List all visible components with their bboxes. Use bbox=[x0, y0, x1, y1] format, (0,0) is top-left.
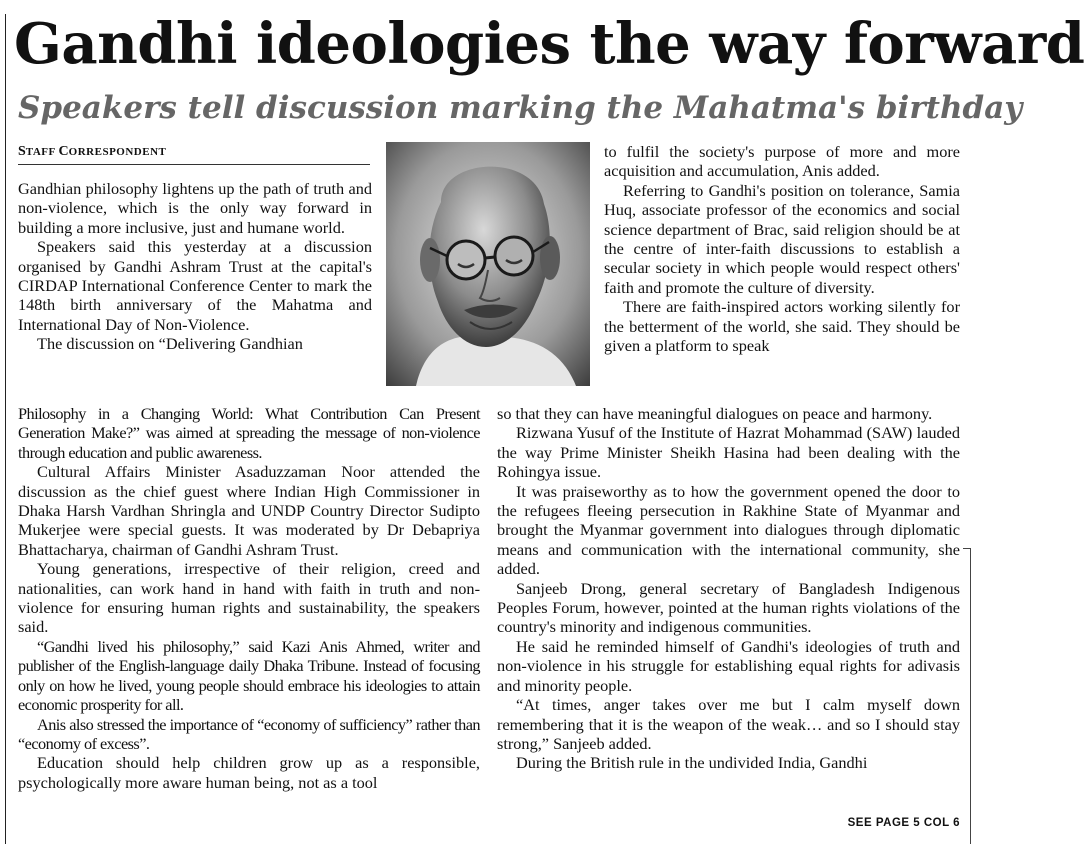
paragraph: Cultural Affairs Minister Asaduzzaman Noor attended the discussion as the chief guest where Indian High Commissioner in Dhaka Harsh Vardhan Shringla and UNDP Country Director Sudipto Mukerjee were special guests. It was moderated by Dr Debapriya Bhattacharya, chairman of Gandhi Ashram Trust. bbox=[18, 462, 480, 559]
paragraph: Philosophy in a Changing World: What Contribution Can Present Generation Make?” was aimed at spreading the message of non-violence through education and public awareness. bbox=[18, 404, 480, 462]
paragraph: “Gandhi lived his philosophy,” said Kazi Anis Ahmed, writer and publisher of the English-language daily Dhaka Tribune. Instead of focusing only on how he lived, young people should embrace his ideologies to attain economic prosperity for all. bbox=[18, 636, 480, 715]
paragraph: There are faith-inspired actors working silently for the betterment of the world, she said. They should be given a platform to speak bbox=[604, 297, 960, 356]
byline-initial-1: S bbox=[18, 144, 26, 159]
paragraph: “At times, anger takes over me but I calm myself down remembering that it is the weapon of the weak… and so I should stay strong,” Sanjeeb added. bbox=[497, 695, 960, 753]
continuation-jump: SEE PAGE 5 COL 6 bbox=[847, 817, 960, 829]
paragraph: Sanjeeb Drong, general secretary of Bangladesh Indigenous Peoples Forum, however, pointed at the human rights violations of the country's minority and indigenous communities. bbox=[497, 578, 960, 637]
paragraph: Gandhian philosophy lightens up the path of truth and non-violence, which is the only way forward in building a more inclusive, just and humane world. bbox=[18, 179, 372, 237]
right-rule-tick bbox=[963, 548, 971, 549]
paragraph: He said he reminded himself of Gandhi's ideologies of truth and non-violence in his struggle for establishing equal rights for adivasis and minority people. bbox=[497, 636, 960, 695]
right-column-rule bbox=[970, 548, 971, 844]
paragraph: Rizwana Yusuf of the Institute of Hazrat Mohammad (SAW) lauded the way Prime Minister Sheikh Hasina had been dealing with the Rohingya issue. bbox=[497, 423, 960, 482]
headline: Gandhi ideologies the way forward bbox=[14, 11, 1084, 77]
byline bbox=[18, 142, 370, 165]
paragraph: Education should help children grow up as a responsible, psychologically more aware human being, not as a tool bbox=[18, 753, 480, 792]
article-column-1-bottom bbox=[18, 404, 480, 792]
paragraph: During the British rule in the undivided India, Gandhi bbox=[516, 753, 868, 773]
paragraph: so that they can have meaningful dialogues on peace and harmony. bbox=[497, 404, 933, 423]
subheadline: Speakers tell discussion marking the Mahatma's birthday bbox=[18, 90, 1023, 126]
byline-initial-2: C bbox=[58, 144, 69, 159]
paragraph: Speakers said this yesterday at a discussion organised by Gandhi Ashram Trust at the capital's CIRDAP International Conference Center to mark the 148th birth anniversary of the Mahatma and International Day of Non-Violence. bbox=[18, 237, 372, 334]
paragraph: to fulfil the society's purpose of more and more acquisition and accumulation, Anis added. bbox=[604, 142, 960, 181]
article-column-2-top bbox=[604, 142, 960, 355]
byline-rest-2: ORRESPONDENT bbox=[68, 146, 167, 158]
left-column-rule bbox=[5, 14, 6, 844]
article-column-2-bottom bbox=[497, 404, 960, 773]
article-column-1-top bbox=[18, 179, 372, 354]
byline-rest-1: TAFF bbox=[25, 146, 59, 158]
paragraph: It was praiseworthy as to how the government opened the door to the refugees fleeing persecution in Rakhine State of Myanmar and brought the Myanmar government into dialogues through diplomatic means and communication with the international community, she added. bbox=[497, 481, 960, 579]
paragraph: The discussion on “Delivering Gandhian bbox=[37, 334, 303, 354]
paragraph: Anis also stressed the importance of “economy of sufficiency” rather than “economy of excess”. bbox=[18, 714, 480, 753]
paragraph: Referring to Gandhi's position on tolerance, Samia Huq, associate professor of the economics and social science department of Brac, said religion should be at the centre of inter-faith discussions to establish a secular society in which people would respect others' faith and promote the culture of diversity. bbox=[604, 180, 960, 297]
gandhi-photo bbox=[386, 142, 590, 386]
paragraph: Young generations, irrespective of their religion, creed and nationalities, can work hand in hand with faith in truth and non-violence for ensuring human rights and sustainability, the speakers said. bbox=[18, 559, 480, 637]
